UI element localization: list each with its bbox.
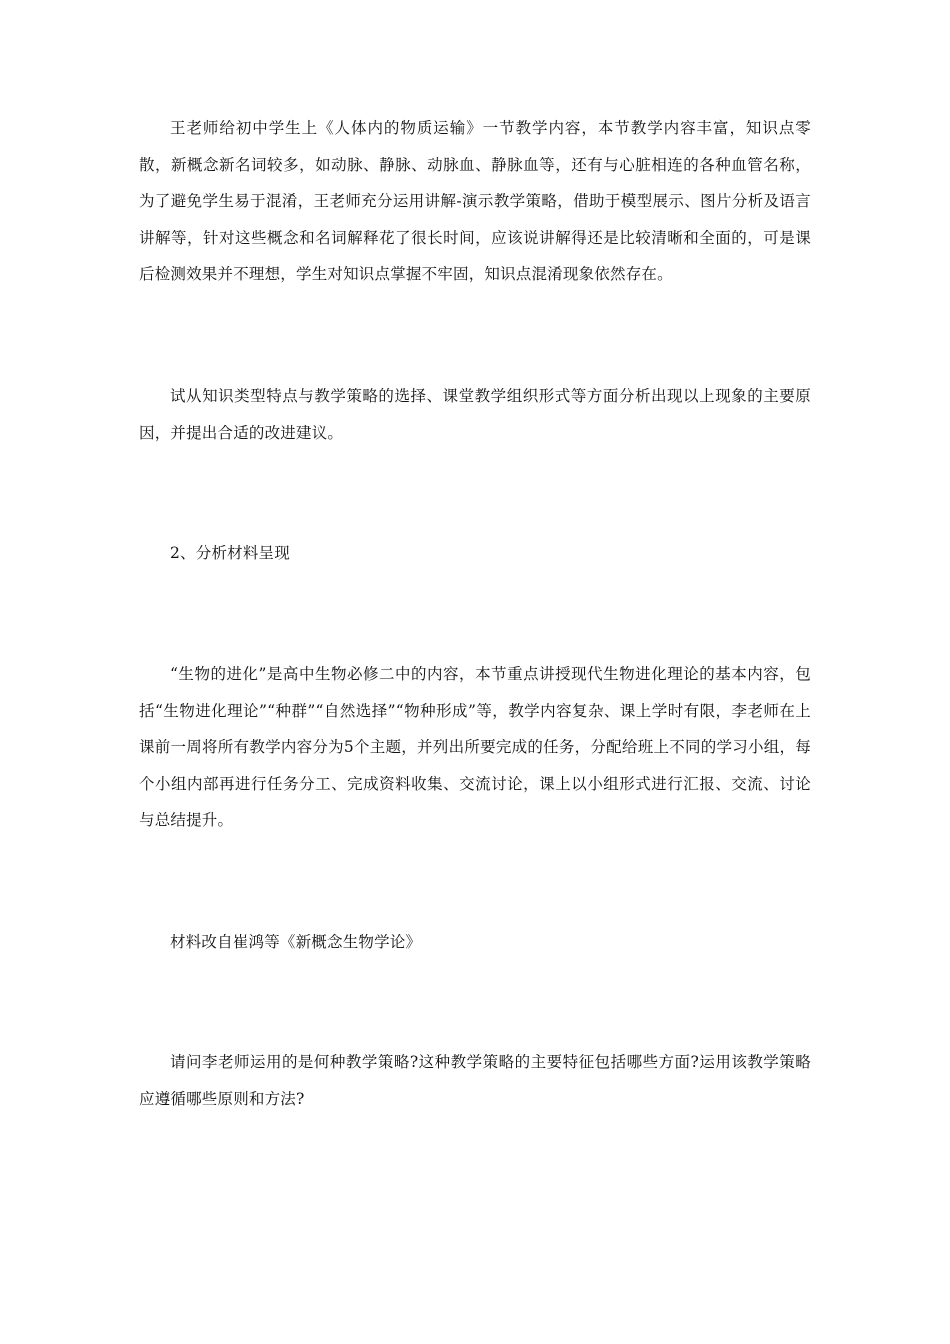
analysis-question-paragraph: 试从知识类型特点与教学策略的选择、课堂教学组织形式等方面分析出现以上现象的主要原因，并提出合适的改进建议。 bbox=[139, 387, 811, 442]
source-note: 材料改自崔鸿等《新概念生物学论》 bbox=[170, 933, 422, 951]
material-paragraph: “生物的进化”是高中生物必修二中的内容，本节重点讲授现代生物进化理论的基本内容，包括“生物进化理论”“种群”“自然选择”“物种形成”等，教学内容复杂、课上学时有限，李老师在上课前一周将所有教学内容分为5个主题，并列出所要完成的任务，分配给班上不同的学习小组，每个小组内部再进行任务分工、完成资料收集、交流讨论，课上以小组形式进行汇报、交流、讨论与总结提升。 bbox=[139, 665, 811, 829]
question-paragraph: 请问李老师运用的是何种教学策略?这种教学策略的主要特征包括哪些方面?运用该教学策略应遵循哪些原则和方法? bbox=[139, 1053, 811, 1108]
section-heading: 2、分析材料呈现 bbox=[170, 544, 290, 562]
case-description-paragraph: 王老师给初中学生上《人体内的物质运输》一节教学内容，本节教学内容丰富，知识点零散，新概念新名词较多，如动脉、静脉、动脉血、静脉血等，还有与心脏相连的各种血管名称，为了避免学生易于混淆，王老师充分运用讲解-演示教学策略，借助于模型展示、图片分析及语言讲解等，针对这些概念和名词解释花了很长时间，应该说讲解得还是比较清晰和全面的，可是课后检测效果并不理想，学生对知识点掌握不牢固，知识点混淆现象依然存在。 bbox=[139, 119, 811, 283]
